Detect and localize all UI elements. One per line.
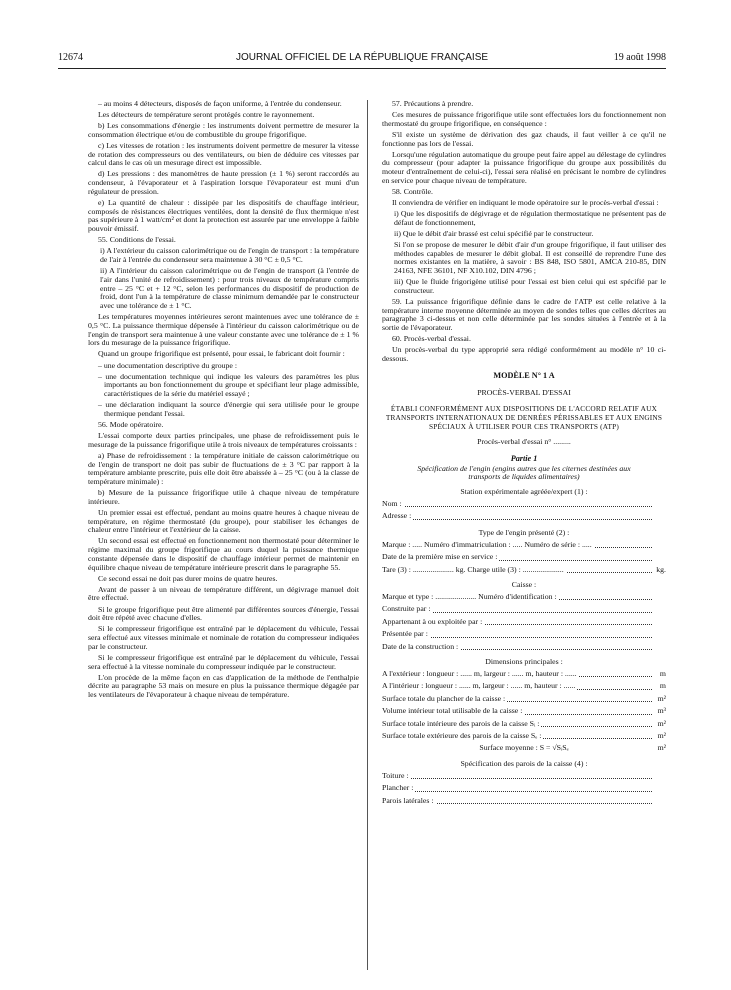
form-field-row	[382, 680, 666, 692]
pv-number-line: Procès-verbal d'essai n° .........	[477, 437, 571, 447]
paragraph: c) Les vitesses de rotation : les instruments doivent permettre de mesurer la vitesse de rotation des compresseurs ou des ventilateurs, ou bien de déduire ces vitesses par calcul dans le cas où un mesurage direct est impossible.	[88, 140, 359, 168]
form-field-row	[382, 498, 666, 510]
paragraph: i) A l'extérieur du caisson calorimétrique ou de l'engin de transport : la température de l'air à l'entrée du condenseur sera maintenue à 30 °C ± 0,5 °C.	[100, 246, 359, 265]
form-field-unit: m	[659, 681, 666, 691]
form-field-row	[382, 782, 666, 794]
paragraph: a) Phase de refroidissement : la température initiale de caisson calorimétrique ou de l'engin de transport ne doit pas subir de fluctuations de ± 3 °C par rapport à la température ambiante prescrite, puis elle doit être abaissée à – 25 °C (ou à la classe de température minimale) :	[88, 450, 359, 486]
paragraph: i) Que les dispositifs de dégivrage et de régulation thermostatique ne présentent pas de défaut de fonctionnement,	[394, 209, 666, 227]
paragraph: Un second essai est effectué en fonctionnement non thermostaté pour déterminer le régime maximal du groupe frigorifique au cours duquel la puissance thermique constante dépensée dans le dispositif de chauffage intérieur permet de maintenir en équilibre chaque niveau de température intérieure prescrit dans le paragraphe 55.	[88, 536, 359, 572]
form-field-label: Surface totale extérieure des parois de la caisse Sₑ :	[382, 730, 542, 740]
form-field-row	[382, 730, 666, 742]
surface-moyenne-label: Surface moyenne : S = √SᵢSₑ	[479, 743, 569, 753]
form-field-unit: m²	[657, 718, 666, 728]
fields-vehicle	[382, 539, 666, 576]
form-field-unit: m²	[657, 693, 666, 703]
paragraph: b) Mesure de la puissance frigorifique utile à chaque niveau de température intérieure.	[88, 488, 359, 506]
station-label: Station expérimentale agréée/expert (1) :	[460, 487, 588, 497]
paragraph: Un procès-verbal du type approprié sera rédigé conformément au modèle n° 10 ci-dessous.	[382, 345, 666, 364]
journal-title: JOURNAL OFFICIEL DE LA RÉPUBLIQUE FRANÇAISE	[235, 52, 489, 63]
paragraph: – au moins 4 détecteurs, disposés de façon uniforme, à l'entrée du condenseur.	[98, 99, 342, 108]
paragraph: d) Les pressions : des manomètres de haute pression (± 1 %) seront raccordés au condenseur, à l'évaporateur et à l'aspiration lorsque l'évaporateur est muni d'un régulateur de pression.	[88, 169, 359, 196]
paragraph: Lorsqu'une régulation automatique du groupe peut faire appel au délestage de cylindres du compresseur (pour adapter la puissance frigorifique du groupe aux possibilités du moteur d'entraînement de celui-ci), l'essai sera réalisé en précisant le nombre de cylindres en service pour chaque niveau de température.	[382, 149, 666, 185]
paragraph: L'essai comporte deux parties principales, une phase de refroidissement puis le mesurage de la puissance frigorifique utile à trois niveaux de températures croissants :	[88, 430, 359, 449]
form-field-row	[382, 641, 666, 653]
issue-date: 19 août 1998	[613, 52, 666, 63]
form-field-label: Date de la première mise en service :	[382, 552, 498, 562]
form-field-row	[382, 591, 666, 603]
form-field-row	[382, 628, 666, 640]
paragraph: 60. Procès-verbal d'essai.	[392, 334, 471, 344]
model-title: MODÈLE N° 1 A	[493, 370, 555, 380]
paragraph: 57. Précautions à prendre.	[392, 99, 474, 108]
paragraph: e) La quantité de chaleur : dissipée par les dispositifs de chauffage intérieur, composés de résistances électriques ventilées, dont la densité de flux thermique n'est pas supérieure à 1 watt/cm² et dont la protection est assurée par une enveloppe à faible pouvoir émissif.	[88, 197, 359, 234]
left-column	[88, 100, 359, 702]
paragraph: 55. Conditions de l'essai.	[98, 235, 176, 245]
form-field-unit: m³	[657, 706, 666, 716]
form-field-label: Nom :	[382, 499, 402, 509]
form-field-label: Toiture :	[382, 770, 409, 780]
paragraph: Si le compresseur frigorifique est entraîné par le déplacement du véhicule, l'essai sera effectué aux vitesses minimale et nominale de rotation du compresseur indiquées par le constructeur.	[88, 624, 359, 651]
paragraph: Un premier essai est effectué, pendant au moins quatre heures à chaque niveau de température, en régime thermostaté (du groupe), pour stabiliser les échanges de chaleur entre l'intérieur et l'extérieur de la caisse.	[88, 507, 359, 535]
paragraph: Si l'on se propose de mesurer le débit d'air d'un groupe frigorifique, il faut utiliser des méthodes capables de mesurer le débit global. Il est conseillé de reprendre l'une des normes existantes en la matière, à savoir : BS 848, ISO 5801, AMCA 210-85, DIN 24163, NFE 36101, NF X10.102, DIN 4796 ;	[394, 239, 666, 276]
model-subtitle: PROCÈS-VERBAL D'ESSAI	[477, 387, 571, 397]
form-field-label: Surface totale intérieure des parois de la caisse Sᵢ :	[382, 718, 540, 728]
form-field-row	[382, 510, 666, 522]
right-column	[382, 100, 666, 807]
paragraph: Ce second essai ne doit pas durer moins de quatre heures.	[98, 573, 278, 583]
form-field-label: Construite par :	[382, 604, 431, 614]
model-form	[382, 372, 666, 807]
paragraph: Si le compresseur frigorifique est entraîné par le déplacement du véhicule, l'essai sera effectué à la vitesse nominale du compresseur indiquée par le constructeur.	[88, 652, 359, 671]
dotted-fill-line	[382, 519, 652, 520]
form-field-row	[382, 705, 666, 717]
vehicle-type-title: Type de l'engin présenté (2) :	[478, 527, 570, 537]
dimensions-title: Dimensions principales :	[485, 657, 563, 666]
form-field-row	[382, 795, 666, 807]
part-subtitle: Spécification de l'engin (engins autres que les citernes destinées aux transports de liquides alimentaires)	[417, 463, 631, 482]
form-field-label: Date de la construction :	[382, 641, 459, 651]
form-field-label: Marque et type : ..................... Numéro d'identification :	[382, 592, 557, 602]
form-field-label: Présentée par :	[382, 629, 428, 639]
paragraph: b) Les consommations d'énergie : les instruments doivent permettre de mesurer la consommation électrique et/ou de combustible du groupe frigorifique.	[88, 121, 359, 139]
dotted-fill-line	[382, 791, 652, 792]
paragraph: Ces mesures de puissance frigorifique utile sont effectuées lors du fonctionnement non thermostaté du groupe frigorifique, en conséquence :	[382, 110, 666, 128]
paragraph: iii) Que le fluide frigorigène utilisé pour l'essai est bien celui qui est spécifié par le constructeur.	[394, 277, 666, 295]
form-field-label: Parois latérales :	[382, 795, 434, 805]
form-field-unit: m	[659, 669, 666, 678]
walls-spec-title: Spécification des parois de la caisse (4) :	[460, 758, 588, 768]
form-field-row	[382, 718, 666, 730]
form-field-label: A l'intérieur : longueur : ...... m, largeur : ...... m, hauteur : ......	[382, 681, 576, 691]
paragraph: 56. Mode opératoire.	[98, 419, 164, 429]
paragraph: ii) Que le débit d'air brassé est celui spécifié par le constructeur.	[394, 228, 594, 238]
paragraph: 58. Contrôle.	[392, 186, 433, 196]
paragraph: ii) A l'intérieur du caisson calorimétrique ou de l'engin de transport (à l'entrée de l'air dans l'unité de refroidissement) : pour trois niveaux de température compris entre – 25 °C et + 12 °C, selon les performances du dispositif de production de froid, dont l'un à la température de classe minimum demandée par le constructeur avec une tolérance de ± 1 °C.	[100, 266, 359, 311]
page-number: 12674	[58, 52, 83, 63]
header-rule	[58, 68, 666, 69]
paragraph: Avant de passer à un niveau de température différent, un dégivrage manuel doit être effectué.	[88, 584, 359, 603]
paragraph: Si le groupe frigorifique peut être alimenté par différentes sources d'énergie, l'essai doit être répété avec chacune d'elles.	[88, 604, 359, 623]
form-field-label: Marque : ..... Numéro d'immatriculation : ..... Numéro de série : .....	[382, 539, 592, 549]
form-field-row	[382, 564, 666, 576]
paragraph: – une déclaration indiquant la source d'énergie qui sera utilisée pour le groupe thermique pendant l'essai.	[98, 400, 359, 418]
form-field-label: Volume intérieur total utilisable de la caisse :	[382, 706, 523, 716]
form-field-label: A l'extérieur : longueur : ...... m, largeur : ...... m, hauteur : ......	[382, 669, 577, 678]
form-field-label: Adresse :	[382, 511, 412, 521]
caisse-title: Caisse :	[511, 580, 537, 590]
paragraph: 59. La puissance frigorifique définie dans le cadre de l'ATP est celle relative à la température interne moyenne déterminée au moyen de sondes telles que celles décrites au paragraphe 3 ci-dessus et non celle déterminée par les sondes situées à l'entrée et à la sortie de l'évaporateur.	[382, 296, 666, 333]
form-field-row	[382, 551, 666, 563]
form-field-row	[382, 693, 666, 705]
column-divider	[367, 100, 368, 970]
form-field-row	[382, 770, 666, 782]
surface-moyenne-unit: m²	[657, 743, 666, 753]
dotted-fill-line	[382, 778, 652, 779]
fields-walls	[382, 770, 666, 807]
fields-dimensions	[382, 668, 666, 742]
form-field-unit: kg.	[656, 564, 666, 574]
form-field-row	[382, 668, 666, 680]
paragraph: – une documentation descriptive du groupe :	[98, 360, 238, 370]
paragraph: Les détecteurs de température seront protégés contre le rayonnement.	[98, 110, 315, 120]
fields-station	[382, 498, 666, 523]
right-paragraphs	[382, 100, 666, 364]
form-field-label: Surface totale du plancher de la caisse :	[382, 693, 506, 703]
paragraph: S'il existe un système de dérivation des gaz chauds, il faut veiller à ce qu'il ne fonctionne pas lors de l'essai.	[382, 129, 666, 148]
form-field-unit: m²	[657, 730, 666, 740]
paragraph: – une documentation technique qui indique les valeurs des paramètres les plus importants au bon fonctionnement du groupe et spécifiant leur plage admissible, caractéristiques de la série du matériel essayé ;	[98, 371, 359, 399]
form-field-label: Plancher :	[382, 783, 414, 793]
paragraph: Quand un groupe frigorifique est présenté, pour essai, le fabricant doit fournir :	[98, 349, 345, 359]
form-field-label: Appartenant à ou exploitée par :	[382, 616, 483, 626]
paragraph: L'on procède de la même façon en cas d'application de la méthode de l'enthalpie décrite au paragraphe 53 mais on mesure en plus la puissance thermique dégagée par les ventilateurs de l'évaporateur à chaque niveau de température.	[88, 672, 359, 700]
fields-caisse	[382, 591, 666, 653]
paragraph: Il conviendra de vérifier en indiquant le mode opératoire sur le procès-verbal d'essai :	[392, 197, 659, 207]
part-title: Partie 1	[510, 453, 538, 463]
form-field-row	[382, 616, 666, 628]
paragraph: Les températures moyennes intérieures seront maintenues avec une tolérance de ± 0,5 °C. La puissance thermique dépensée à l'intérieur du caisson calorimétrique ou de l'engin de transport sera maintenue à une valeur constante avec une tolérance de ± 1 % lors du mesurage de la puissance frigorifique.	[88, 312, 359, 348]
form-field-row	[382, 539, 666, 551]
model-heading: ÉTABLI CONFORMÉMENT AUX DISPOSITIONS DE L'ACCORD RELATIF AUX TRANSPORTS INTERNATIONAUX DE DENRÉES PÉRISSABLES ET AUX ENGINS SPÉCIAUX À UTILISER POUR CES TRANSPORTS (ATP)	[385, 404, 663, 431]
surface-moyenne-row	[382, 742, 666, 754]
form-field-label: Tare (3) : ..................... kg. Charge utile (3) : .....................	[382, 564, 564, 574]
dotted-fill-line	[382, 506, 652, 507]
form-field-row	[382, 603, 666, 615]
